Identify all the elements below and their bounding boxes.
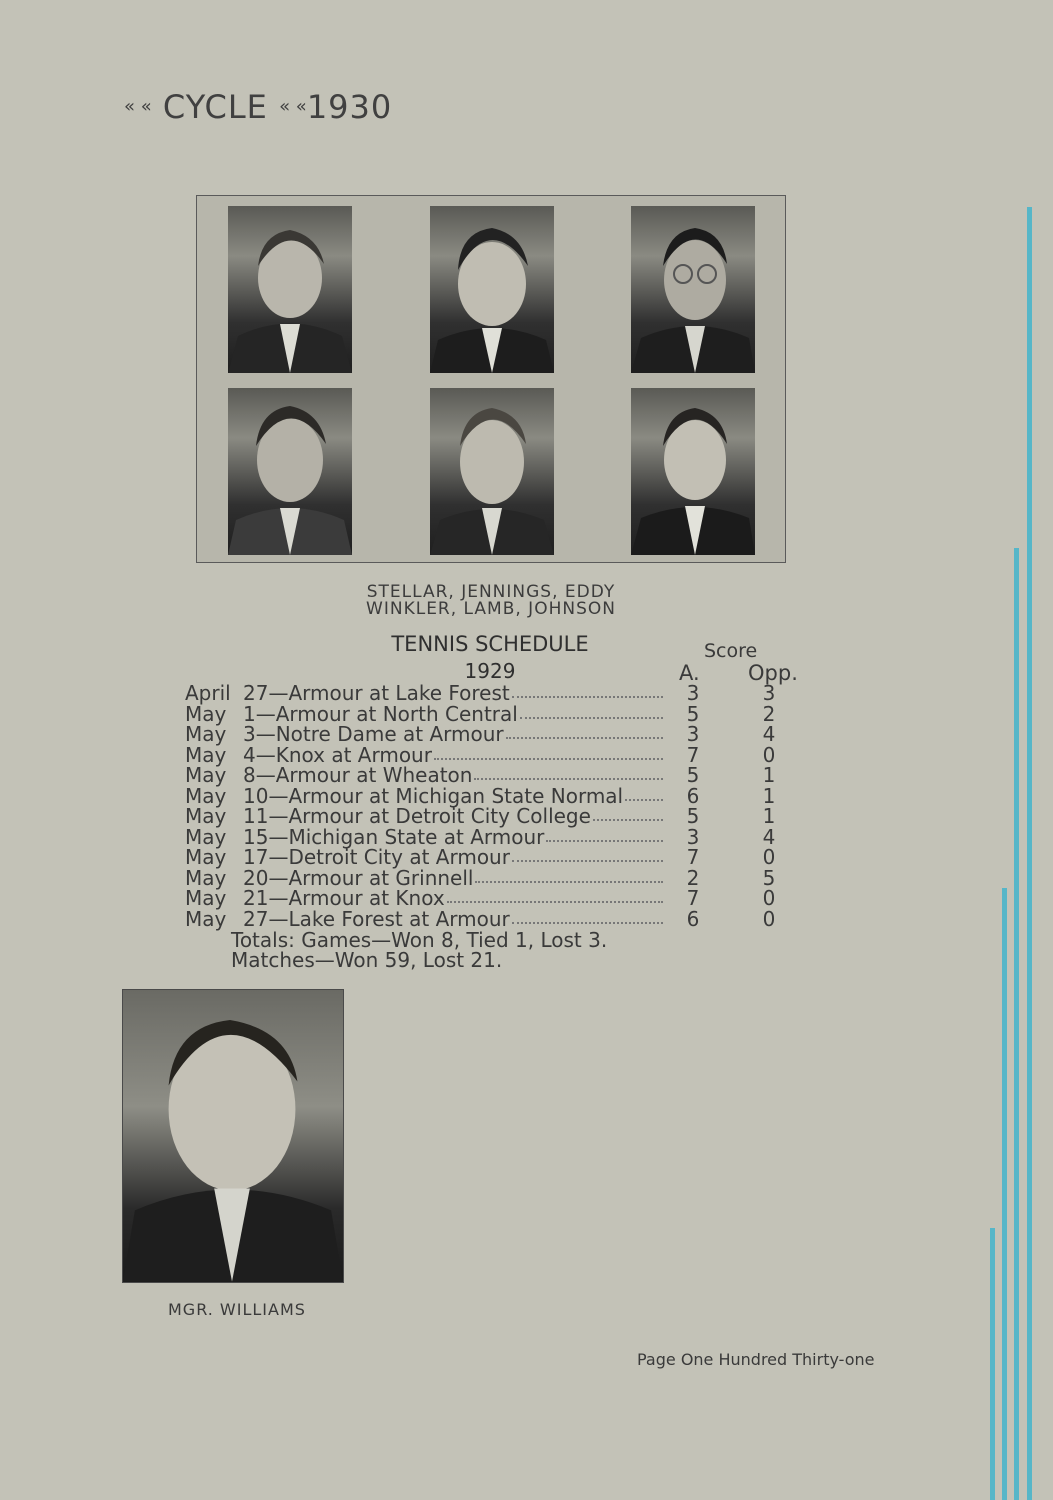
schedule-event: 8—Armour at Wheaton [243, 763, 473, 787]
leader-dots [625, 799, 663, 801]
schedule-month: May [185, 845, 227, 869]
accent-bar [1014, 548, 1019, 1500]
schedule-event: 27—Armour at Lake Forest [243, 681, 510, 705]
portrait-photo [228, 388, 352, 555]
opponent-score: 4 [762, 824, 776, 849]
armour-score: 3 [686, 681, 700, 705]
armour-score: 6 [686, 783, 700, 808]
armour-score: 2 [686, 865, 700, 890]
portrait-photo [430, 388, 554, 555]
opponent-score: 1 [762, 804, 776, 828]
accent-bar [1002, 888, 1007, 1500]
header-guillemets-left: « « [124, 96, 152, 117]
leader-dots [520, 717, 663, 719]
portrait-photo [430, 206, 554, 373]
leader-dots [593, 819, 663, 821]
schedule-month: May [185, 742, 227, 767]
page-header [124, 88, 392, 126]
armour-score: 5 [686, 804, 700, 828]
accent-bar [990, 1228, 995, 1500]
schedule-event: 3—Notre Dame at Armour [243, 722, 504, 746]
opponent-score: 2 [762, 701, 776, 726]
schedule-month: May [185, 824, 227, 849]
opponent-score: 1 [762, 763, 776, 787]
totals-line2: Matches—Won 59, Lost 21. [231, 948, 503, 972]
armour-score: 5 [686, 701, 700, 726]
manager-caption: MGR. WILLIAMS [168, 1300, 306, 1319]
col-opp-label: Opp. [748, 661, 798, 685]
schedule-month: May [185, 722, 227, 746]
leader-dots [512, 860, 663, 862]
schedule-event: 4—Knox at Armour [243, 742, 432, 767]
schedule-month: May [185, 783, 227, 808]
manager-portrait-photo [122, 989, 344, 1283]
opponent-score: 4 [762, 722, 776, 746]
schedule-event: 27—Lake Forest at Armour [243, 906, 510, 931]
schedule-event: 11—Armour at Detroit City College [243, 804, 591, 828]
team-photo-grid [196, 195, 786, 563]
schedule-year: 1929 [464, 659, 516, 683]
portrait-photo [631, 388, 755, 555]
portrait-photo [228, 206, 352, 373]
leader-dots [475, 881, 663, 883]
totals-line1: Totals: Games—Won 8, Tied 1, Lost 3. [231, 928, 608, 952]
leader-dots [447, 901, 663, 903]
leader-dots [506, 737, 663, 739]
armour-score: 3 [686, 824, 700, 849]
schedule-event: 17—Detroit City at Armour [243, 845, 510, 869]
schedule-event: 15—Michigan State at Armour [243, 824, 545, 849]
opponent-score: 3 [762, 681, 776, 705]
schedule-event: 10—Armour at Michigan State Normal [243, 783, 624, 808]
leader-dots [512, 922, 663, 924]
header-guillemets-mid: « « [279, 96, 307, 117]
armour-score: 7 [686, 742, 700, 767]
armour-score: 6 [686, 906, 700, 931]
opponent-score: 5 [762, 865, 776, 890]
opponent-score: 0 [762, 906, 776, 931]
armour-score: 7 [686, 886, 700, 910]
opponent-score: 1 [762, 783, 776, 808]
armour-score: 5 [686, 763, 700, 787]
schedule-month: May [185, 763, 227, 787]
leader-dots [434, 758, 663, 760]
opponent-score: 0 [762, 845, 776, 869]
portrait-photo [631, 206, 755, 373]
schedule-month: April [185, 681, 231, 705]
schedule-month: May [185, 804, 227, 828]
leader-dots [546, 840, 663, 842]
schedule-event: 20—Armour at Grinnell [243, 865, 474, 890]
schedule-event: 1—Armour at North Central [243, 701, 518, 726]
leader-dots [474, 778, 663, 780]
schedule-title: TENNIS SCHEDULE [391, 632, 589, 656]
col-armour-label: A. [679, 661, 700, 685]
armour-score: 7 [686, 845, 700, 869]
opponent-score: 0 [762, 886, 776, 910]
page-number: Page One Hundred Thirty-one [637, 1350, 875, 1369]
armour-score: 3 [686, 722, 700, 746]
team-caption-line2: WINKLER, LAMB, JOHNSON [366, 599, 616, 619]
opponent-score: 0 [762, 742, 776, 767]
score-label: Score [704, 640, 758, 662]
schedule-month: May [185, 865, 227, 890]
header-word: CYCLE [162, 88, 268, 126]
team-caption-line1: STELLAR, JENNINGS, EDDY [366, 582, 616, 602]
leader-dots [512, 696, 663, 698]
schedule-month: May [185, 906, 227, 931]
accent-bar [1027, 207, 1032, 1500]
schedule-month: May [185, 886, 227, 910]
schedule-event: 21—Armour at Knox [243, 886, 445, 910]
schedule-month: May [185, 701, 227, 726]
header-year: 1930 [306, 88, 393, 126]
